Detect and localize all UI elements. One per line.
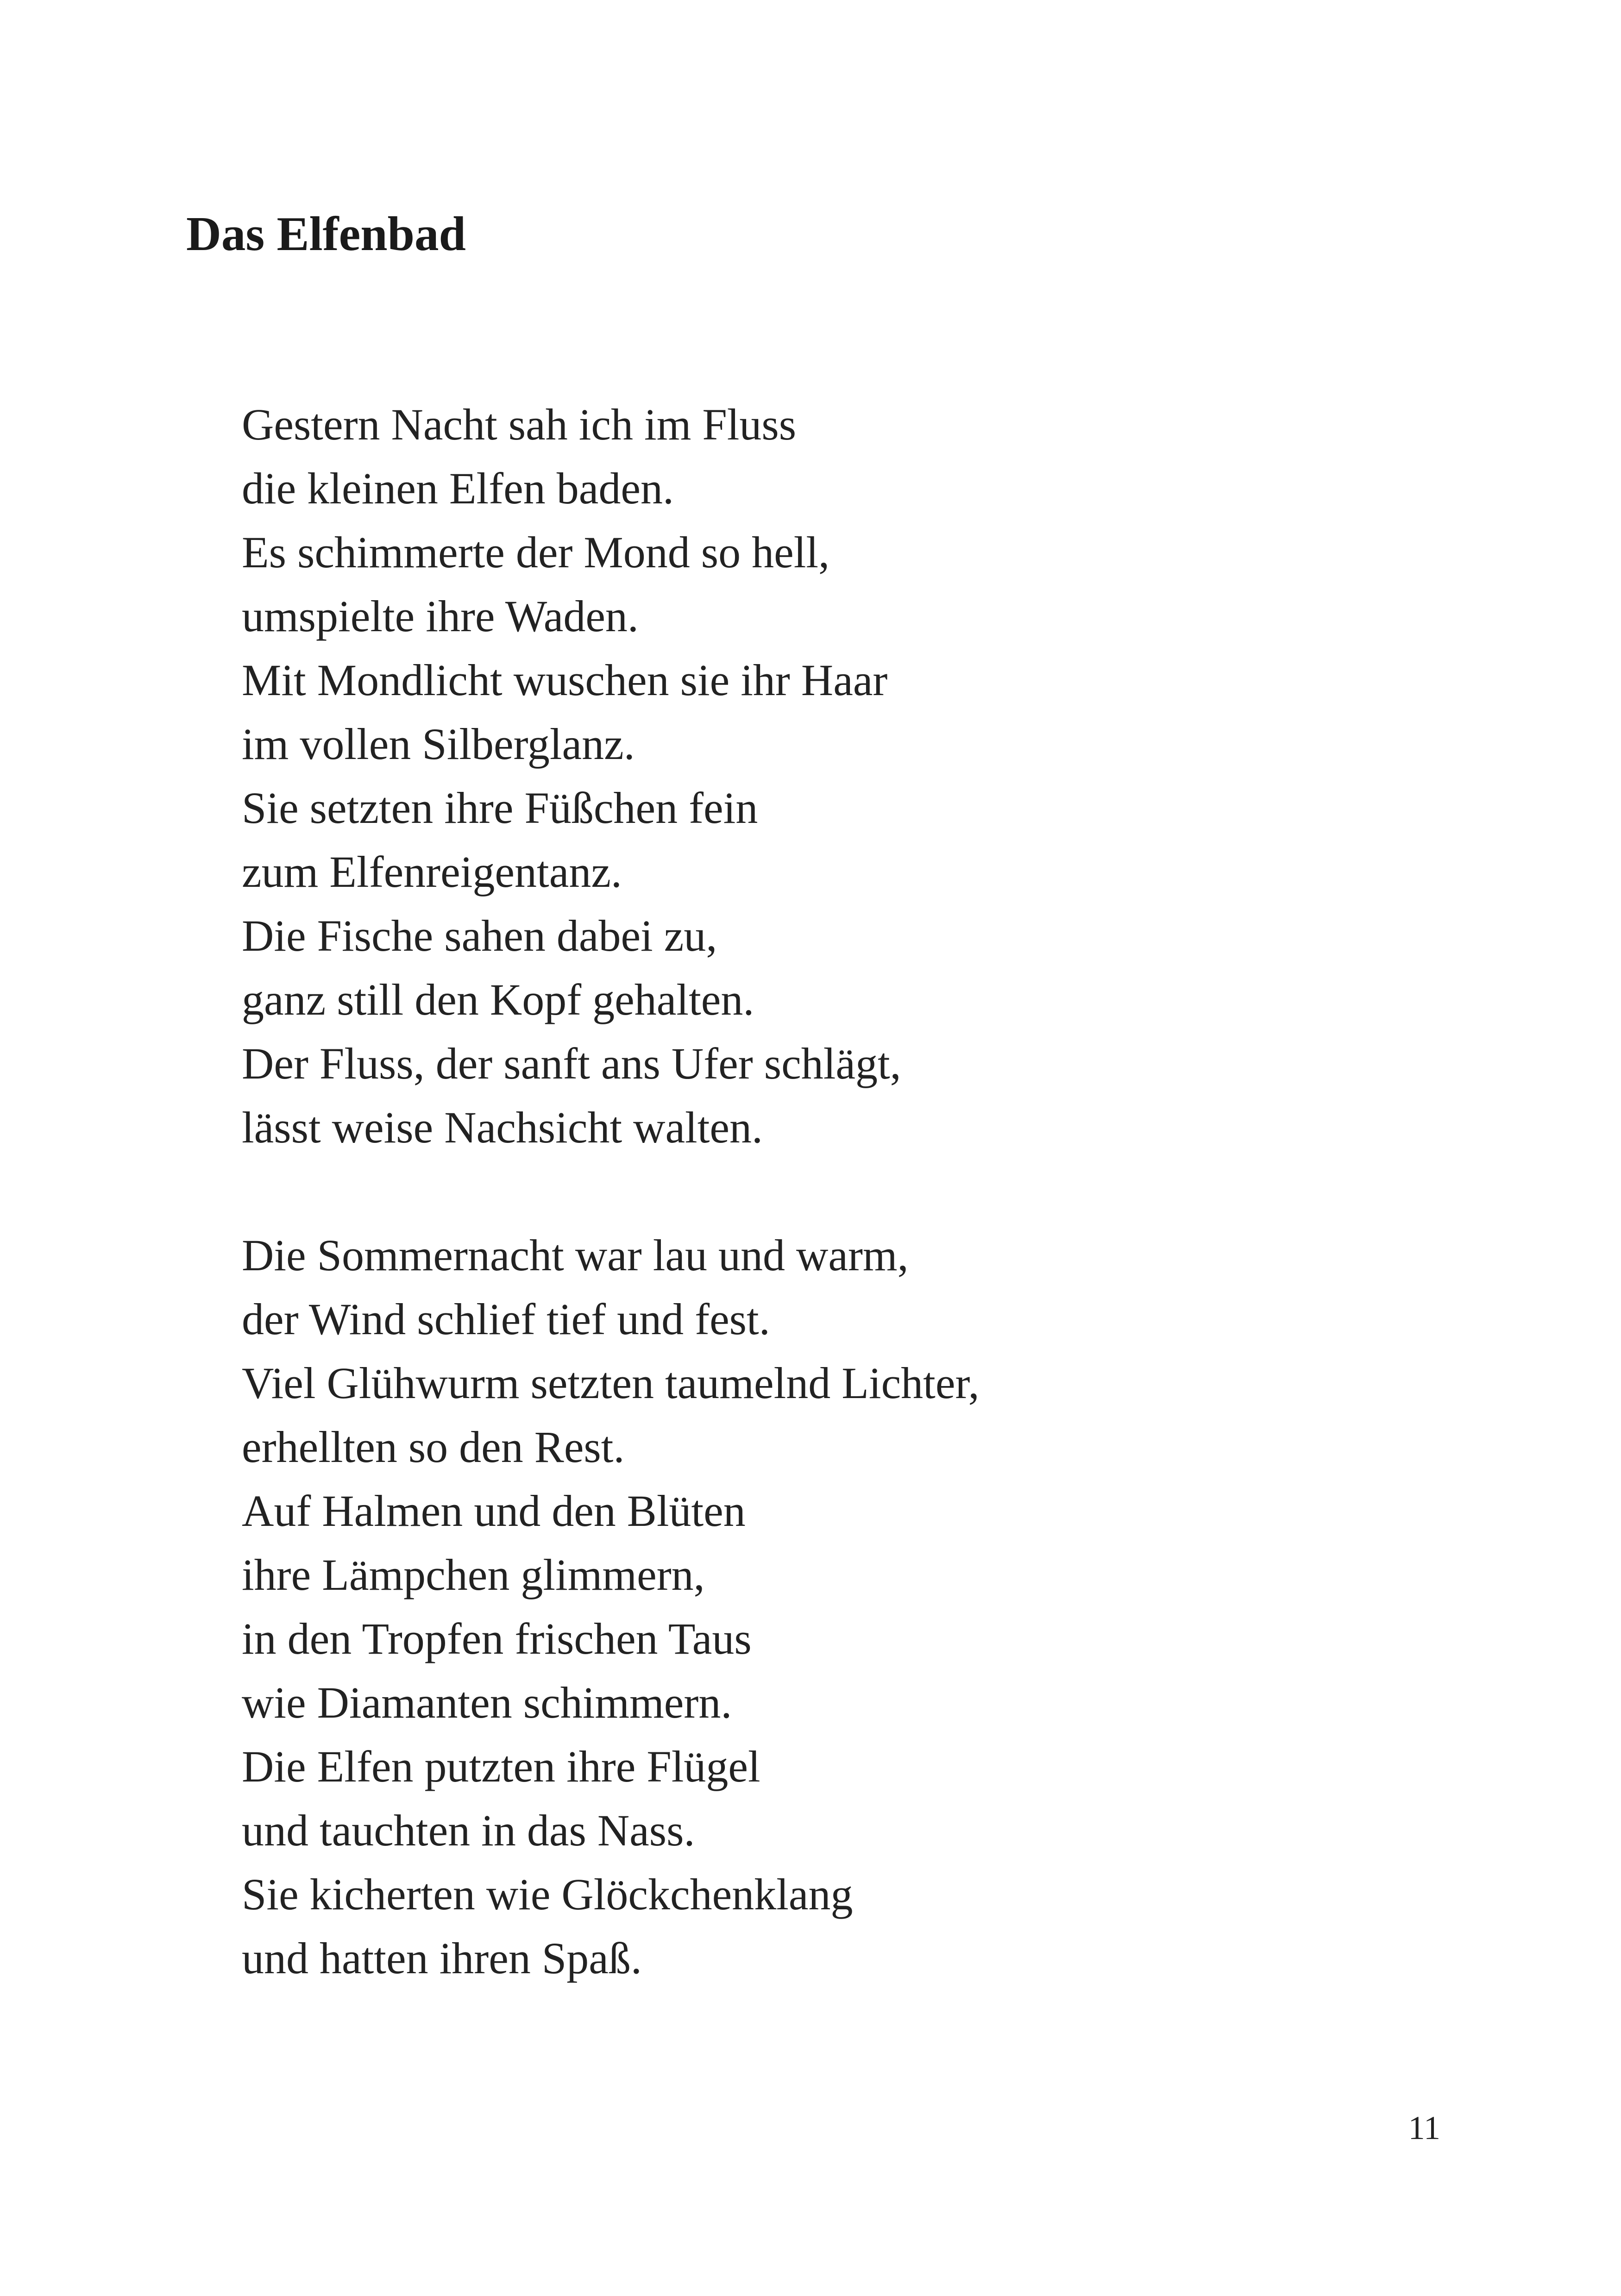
poem-line: ganz still den Kopf gehalten.	[242, 975, 754, 1024]
poem-line: in den Tropfen frischen Taus	[242, 1614, 752, 1663]
poem-line: Die Elfen putzten ihre Flügel	[242, 1742, 760, 1791]
poem-line: umspielte ihre Waden.	[242, 591, 639, 641]
poem-line: Gestern Nacht sah ich im Fluss	[242, 400, 797, 449]
poem-line: erhellten so den Rest.	[242, 1422, 625, 1472]
poem-line: der Wind schlief tief und fest.	[242, 1294, 770, 1344]
poem-line: Der Fluss, der sanft ans Ufer schlägt,	[242, 1039, 901, 1088]
poem-line: wie Diamanten schimmern.	[242, 1678, 732, 1727]
poem-line: die kleinen Elfen baden.	[242, 464, 674, 513]
poem-line: und hatten ihren Spaß.	[242, 1933, 642, 1983]
poem-title: Das Elfenbad	[186, 207, 466, 261]
stanza-2	[242, 1223, 1539, 1990]
poem-line: und tauchten in das Nass.	[242, 1806, 695, 1855]
poem-line: Sie setzten ihre Füßchen fein	[242, 783, 758, 833]
poem-line: Auf Halmen und den Blüten	[242, 1486, 746, 1536]
poem-body	[242, 393, 1539, 1990]
poem-line: im vollen Silberglanz.	[242, 719, 635, 769]
poem-line: Die Fische sahen dabei zu,	[242, 911, 717, 960]
poem-line: Sie kicherten wie Glöckchenklang	[242, 1869, 853, 1919]
poem-line: Die Sommernacht war lau und warm,	[242, 1230, 909, 1280]
poem-line: ihre Lämpchen glimmern,	[242, 1550, 705, 1600]
poem-line: lässt weise Nachsicht walten.	[242, 1103, 763, 1152]
stanza-1	[242, 393, 1539, 1160]
poem-line: Viel Glühwurm setzten taumelnd Lichter,	[242, 1358, 980, 1408]
poem-line: Mit Mondlicht wuschen sie ihr Haar	[242, 655, 888, 705]
poem-line: zum Elfenreigentanz.	[242, 847, 622, 897]
poem-line: Es schimmerte der Mond so hell,	[242, 527, 830, 577]
page-number: 11	[1408, 2109, 1440, 2146]
